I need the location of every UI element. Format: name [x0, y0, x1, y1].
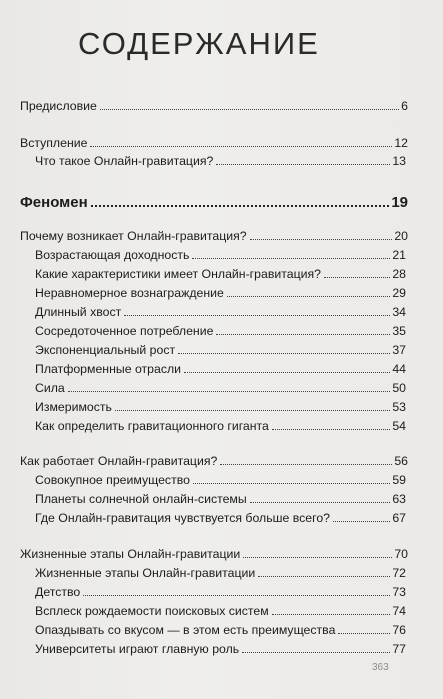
toc-entry-page: 59 [392, 473, 406, 487]
toc-entry [20, 230, 408, 242]
dot-leader [324, 276, 390, 278]
toc-entry-label: Неравномерное вознаграждение [35, 286, 224, 300]
toc-entry-label: Предисловие [20, 99, 97, 113]
toc-entry-label: Почему возникает Онлайн-гравитация? [20, 229, 247, 243]
toc-entry-label: Что такое Онлайн-гравитация? [35, 154, 214, 168]
toc-entry-label: Сосредоточенное потребление [35, 324, 214, 338]
dot-leader [227, 295, 390, 297]
dot-leader [220, 463, 392, 465]
dot-leader [272, 428, 390, 430]
toc-entry-page: 50 [392, 381, 406, 395]
toc-entry-page: 28 [392, 267, 406, 281]
toc-entry-page: 63 [392, 492, 406, 506]
toc-entry [35, 268, 406, 280]
toc-entry [20, 548, 408, 560]
toc-entry-page: 13 [392, 154, 406, 168]
toc-entry-label: Опаздывать со вкусом — в этом есть преимущества [35, 623, 336, 637]
dot-leader [124, 314, 390, 316]
dot-leader [242, 651, 390, 653]
toc-entry-page: 37 [392, 343, 406, 357]
dot-leader [184, 371, 390, 373]
toc-entry [35, 287, 406, 299]
page-number: 363 [372, 662, 389, 673]
toc-entry [20, 137, 408, 149]
toc-entry [35, 605, 406, 617]
toc-entry-page: 70 [394, 547, 408, 561]
toc-entry [35, 586, 406, 598]
dot-leader [83, 594, 390, 596]
dot-leader [178, 352, 390, 354]
toc-entry-label: Совокупное преимущество [35, 473, 190, 487]
toc-entry-page: 72 [392, 566, 406, 580]
toc-entry [20, 100, 408, 112]
toc-entry-label: Измеримость [35, 400, 112, 414]
toc-entry-label: Экспоненциальный рост [35, 343, 176, 357]
toc-entry-label: Жизненные этапы Онлайн-гравитации [35, 566, 256, 580]
toc-entry-label: Длинный хвост [35, 305, 122, 319]
toc-entry [35, 401, 406, 413]
dot-leader [338, 632, 390, 634]
toc-entry-label: Где Онлайн-гравитация чувствуется больше всего? [35, 511, 331, 525]
dot-leader [192, 257, 390, 259]
toc-entry-label: Детство [35, 585, 81, 599]
toc-entry [35, 249, 406, 261]
dot-leader [193, 482, 390, 484]
page-title: СОДЕРЖАНИЕ [78, 26, 320, 61]
toc-entry [35, 493, 406, 505]
toc-entry [35, 512, 406, 524]
dot-leader [216, 163, 390, 165]
toc-entry-page: 6 [401, 99, 408, 113]
toc-entry [35, 624, 406, 636]
toc-entry-page: 53 [392, 400, 406, 414]
dot-leader [250, 501, 391, 503]
toc-entry-label: Планеты солнечной онлайн-системы [35, 492, 247, 506]
toc-entry [35, 155, 406, 167]
toc-entry-page: 67 [392, 511, 406, 525]
toc-entry-page: 35 [392, 324, 406, 338]
toc-entry-page: 74 [392, 604, 406, 618]
toc-section-heading [20, 195, 408, 210]
toc-entry [35, 382, 406, 394]
dot-leader [68, 390, 391, 392]
dot-leader [258, 575, 390, 577]
dot-leader [100, 108, 399, 110]
toc-entry [35, 420, 406, 432]
toc-entry [35, 325, 406, 337]
toc-entry-page: 56 [394, 454, 408, 468]
dot-leader [272, 613, 391, 615]
toc-entry-page: 44 [392, 362, 406, 376]
toc-entry-label: Жизненные этапы Онлайн-гравитации [20, 547, 241, 561]
dot-leader [250, 238, 393, 240]
toc-entry-label: Феномен [20, 194, 88, 211]
toc-entry [35, 306, 406, 318]
toc-entry [20, 455, 408, 467]
dot-leader [91, 204, 390, 207]
dot-leader [115, 409, 390, 411]
toc-entry [35, 363, 406, 375]
toc-entry [35, 474, 406, 486]
dot-leader [90, 145, 392, 147]
toc-entry-label: Университеты играют главную роль [35, 642, 240, 656]
toc-entry-page: 73 [392, 585, 406, 599]
toc-entry-label: Платформенные отрасли [35, 362, 182, 376]
toc-entry-page: 20 [394, 229, 408, 243]
toc-entry-page: 34 [392, 305, 406, 319]
toc-entry-label: Сила [35, 381, 65, 395]
toc-entry-label: Возрастающая доходность [35, 248, 190, 262]
toc-entry-page: 76 [392, 623, 406, 637]
toc-entry-label: Вступление [20, 136, 88, 150]
dot-leader [333, 520, 390, 522]
toc-entry-page: 21 [392, 248, 406, 262]
toc-entry-label: Всплеск рождаемости поисковых систем [35, 604, 269, 618]
dot-leader [216, 333, 390, 335]
toc-entry-page: 29 [392, 286, 406, 300]
toc-entry-label: Как работает Онлайн-гравитация? [20, 454, 218, 468]
dot-leader [243, 556, 392, 558]
toc-entry-page: 54 [392, 419, 406, 433]
toc-entry-label: Как определить гравитационного гиганта [35, 419, 269, 433]
toc-entry-label: Какие характеристики имеет Онлайн-гравитация? [35, 267, 321, 281]
toc-entry-page: 12 [394, 136, 408, 150]
toc-entry [35, 344, 406, 356]
toc-entry-page: 77 [392, 642, 406, 656]
toc-entry-page: 19 [391, 194, 408, 211]
toc-entry [35, 567, 406, 579]
toc-entry [35, 643, 406, 655]
